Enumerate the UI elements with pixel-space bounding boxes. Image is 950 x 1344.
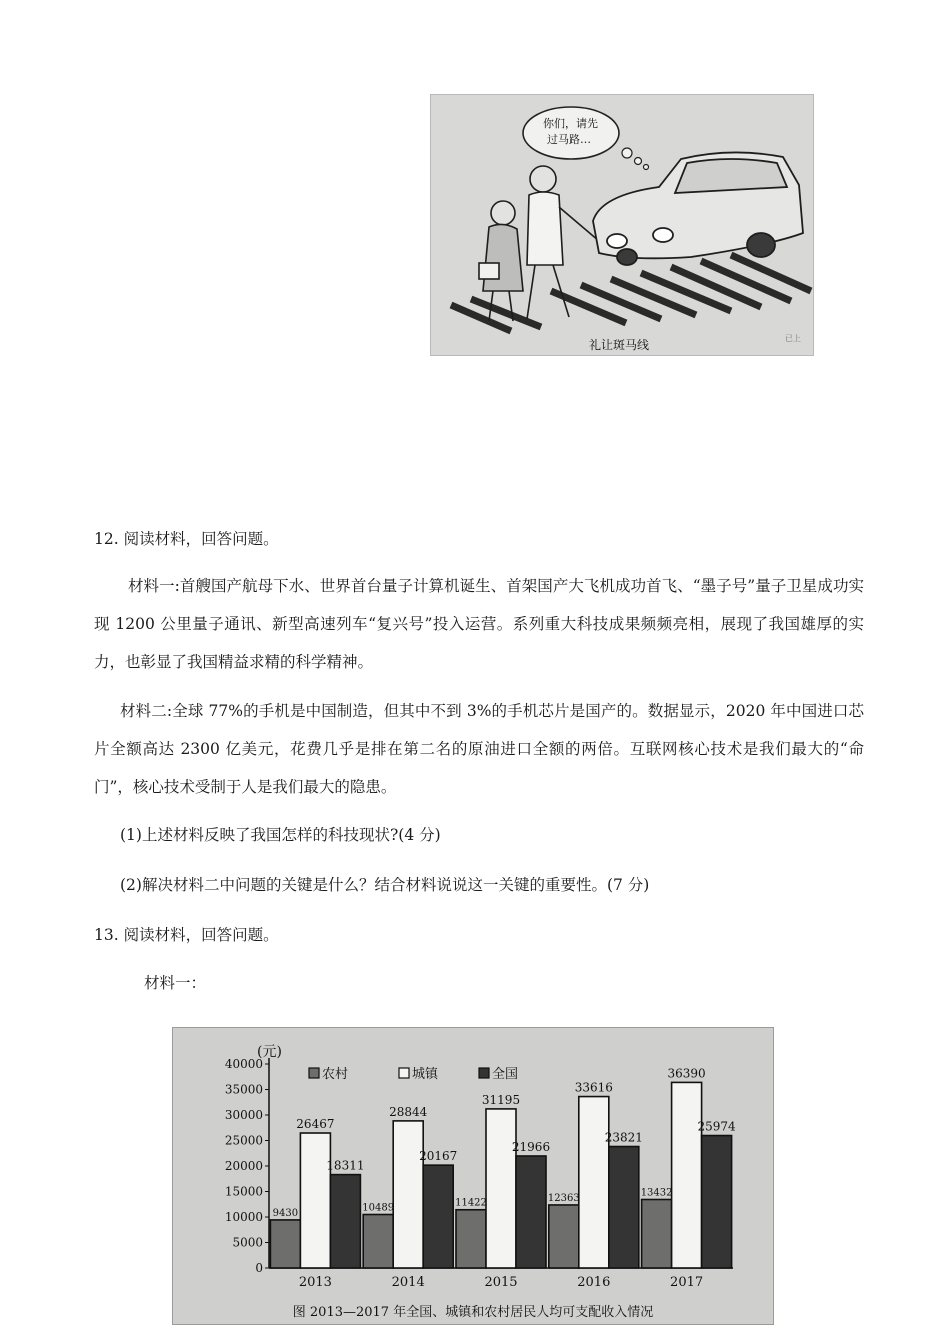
legend-label-农村: 农村 xyxy=(322,1067,349,1082)
bar-城镇-2014 xyxy=(393,1121,423,1268)
car xyxy=(593,152,803,265)
data-label-农村-2017: 13432 xyxy=(640,1187,673,1199)
chart-bars xyxy=(270,1082,731,1268)
bar-农村-2013 xyxy=(270,1220,300,1268)
y-tick-label-20000: 20000 xyxy=(224,1159,263,1173)
bar-农村-2017 xyxy=(642,1199,672,1268)
bar-全国-2015 xyxy=(516,1156,546,1268)
bar-全国-2013 xyxy=(330,1175,360,1268)
y-tick-label-10000: 10000 xyxy=(224,1210,263,1224)
bar-农村-2016 xyxy=(549,1205,579,1268)
bar-全国-2017 xyxy=(702,1136,732,1268)
category-label-2017: 2017 xyxy=(670,1275,704,1290)
data-label-农村-2016: 12363 xyxy=(547,1192,580,1204)
data-label-全国-2013: 18311 xyxy=(326,1158,365,1173)
q13-title: 13. 阅读材料，回答问题。 xyxy=(94,926,279,944)
y-tick-label-25000: 25000 xyxy=(224,1133,263,1148)
pedestrians xyxy=(479,166,599,321)
legend-label-城镇: 城镇 xyxy=(412,1067,439,1082)
y-tick-label-5000: 5000 xyxy=(232,1235,263,1250)
bar-全国-2014 xyxy=(423,1165,453,1268)
data-label-农村-2015: 11422 xyxy=(455,1197,487,1209)
cartoon-drawing xyxy=(431,95,813,355)
q12-material-2: 材料二:全球 77%的手机是中国制造，但其中不到 3%的手机芯片是国产的。数据显示，2020 年中国进口芯片全额高达 2300 亿美元，花费几乎是排在第二名的原油进口全额的两倍。互联网核心技术是我们最大的“命门”，核心技术受制于人是我们最大的隐患。 xyxy=(94,702,864,796)
y-tick-label-15000: 15000 xyxy=(224,1184,263,1199)
bar-城镇-2015 xyxy=(486,1109,516,1268)
data-label-城镇-2016: 33616 xyxy=(574,1080,613,1095)
data-label-城镇-2017: 36390 xyxy=(667,1066,706,1081)
bar-城镇-2016 xyxy=(579,1097,609,1268)
cartoon-signature: 已上 xyxy=(785,334,801,343)
data-label-城镇-2013: 26467 xyxy=(296,1117,335,1132)
speech-line-1: 你们，请先 xyxy=(543,117,598,130)
data-label-城镇-2015: 31195 xyxy=(481,1092,521,1107)
bar-全国-2016 xyxy=(609,1147,639,1268)
chart-legend xyxy=(309,1066,518,1082)
data-label-全国-2017: 25974 xyxy=(697,1119,736,1134)
category-label-2013: 2013 xyxy=(298,1275,332,1290)
bar-城镇-2013 xyxy=(300,1133,330,1268)
category-label-2016: 2016 xyxy=(577,1275,611,1290)
cartoon-caption: 礼让斑马线 xyxy=(589,338,650,352)
income-bar-chart xyxy=(172,1027,774,1325)
y-tick-label-30000: 30000 xyxy=(224,1108,263,1122)
q12-subquestion-1: (1)上述材料反映了我国怎样的科技现状?(4 分) xyxy=(120,826,441,844)
chart-ylabel: (元) xyxy=(257,1044,282,1060)
data-label-全国-2014: 20167 xyxy=(419,1149,458,1164)
legend-swatch-农村 xyxy=(309,1068,319,1078)
category-label-2014: 2014 xyxy=(391,1275,425,1290)
legend-swatch-城镇 xyxy=(399,1068,409,1078)
cartoon-illustration xyxy=(430,94,814,356)
q12-material-1: 材料一:首艘国产航母下水、世界首台量子计算机诞生、首架国产大飞机成功首飞、“墨子号”量子卫星成功实现 1200 公里量子通讯、新型高速列车“复兴号”投入运营。系列重大科技成果频频亮相，展现了我国雄厚的实力，也彰显了我国精益求精的科学精神。 xyxy=(94,577,864,671)
data-label-农村-2014: 10489 xyxy=(362,1202,395,1214)
y-tick-label-35000: 35000 xyxy=(224,1082,263,1097)
chart-title: 图 2013—2017 年全国、城镇和农村居民人均可支配收入情况 xyxy=(292,1305,654,1320)
data-label-城镇-2014: 28844 xyxy=(389,1104,428,1119)
bar-农村-2014 xyxy=(363,1215,393,1268)
q12-subquestion-2: (2)解决材料二中问题的关键是什么？结合材料说说这一关键的重要性。(7 分) xyxy=(120,876,650,894)
q13-material-1-label: 材料一： xyxy=(144,974,207,992)
chart-svg xyxy=(173,1028,773,1324)
data-label-全国-2016: 23821 xyxy=(604,1130,643,1145)
q12-title: 12. 阅读材料，回答问题。 xyxy=(94,530,279,548)
legend-swatch-全国 xyxy=(479,1068,489,1078)
bar-城镇-2017 xyxy=(672,1082,702,1268)
legend-label-全国: 全国 xyxy=(492,1067,519,1082)
bar-农村-2015 xyxy=(456,1210,486,1268)
y-tick-label-0: 0 xyxy=(255,1261,263,1275)
y-tick-label-40000: 40000 xyxy=(224,1057,263,1071)
data-label-农村-2013: 9430 xyxy=(272,1207,299,1219)
speech-line-2: 过马路… xyxy=(547,133,591,146)
data-label-全国-2015: 21966 xyxy=(511,1139,551,1154)
category-label-2015: 2015 xyxy=(484,1275,518,1290)
